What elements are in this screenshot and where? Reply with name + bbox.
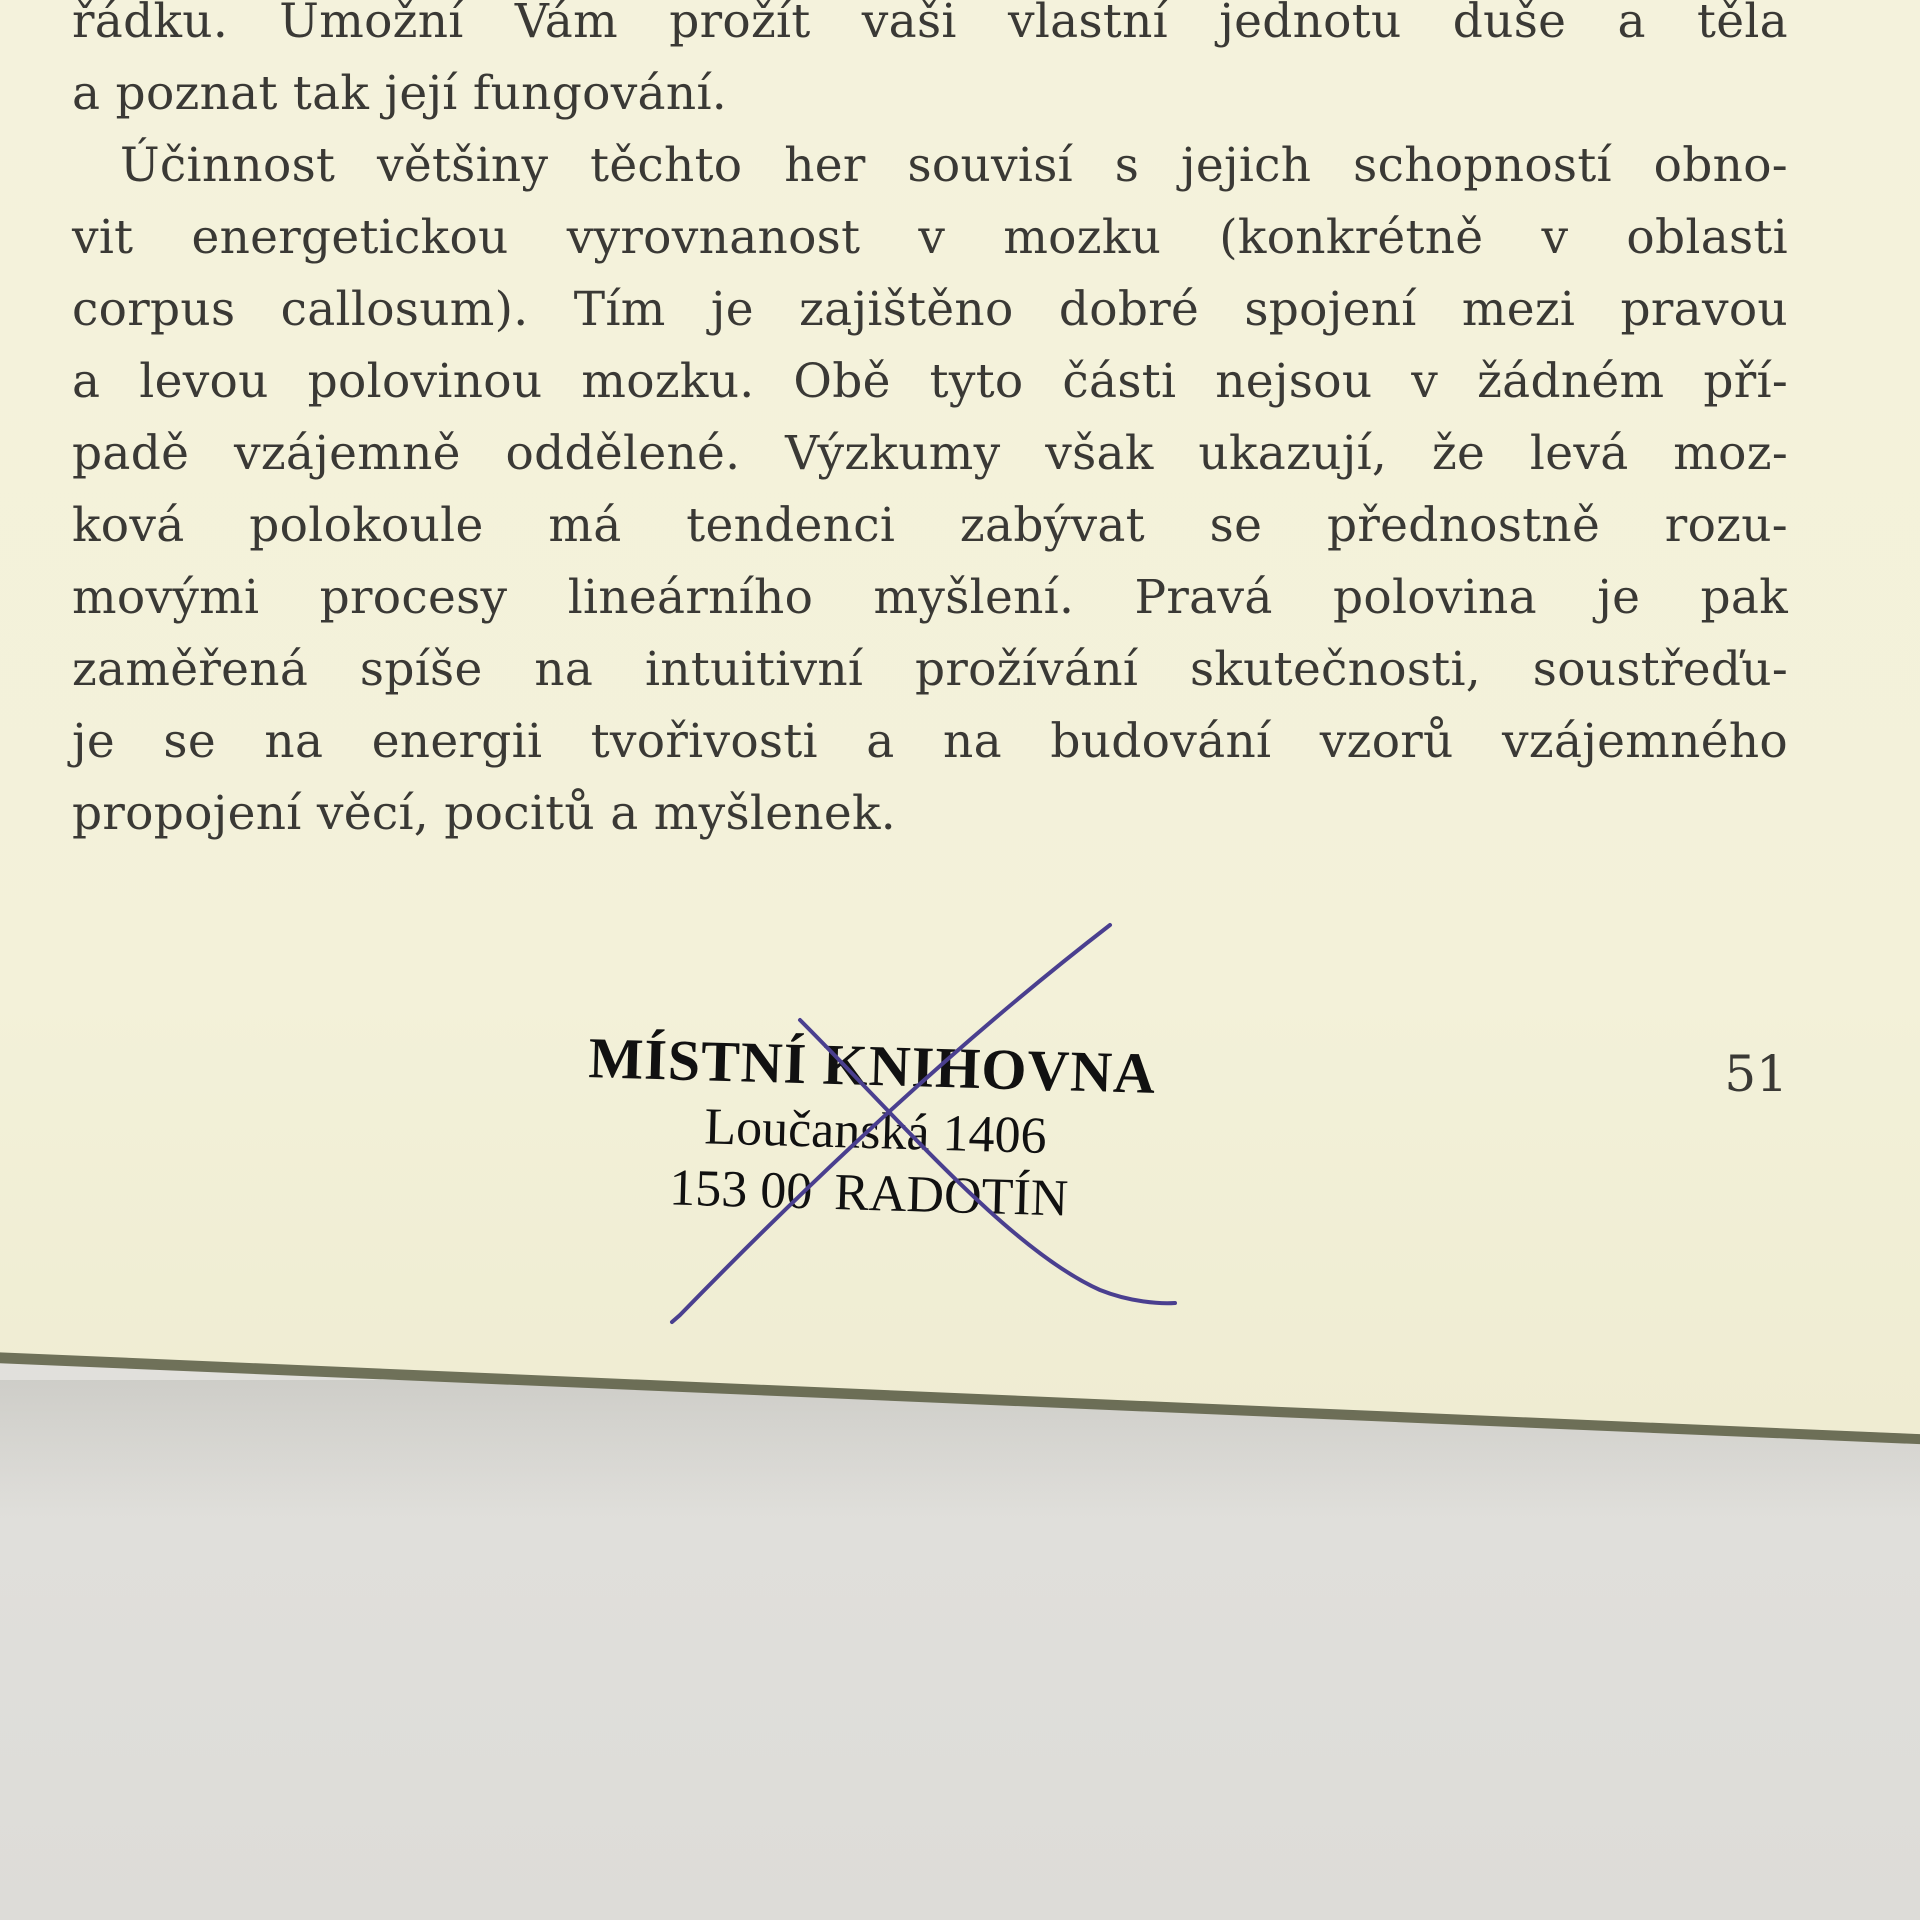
body-text xyxy=(72,0,1788,850)
text-line: ková polokoule má tendenci zabývat se přednostně rozu- xyxy=(72,498,1788,553)
text-line: propojení věcí, pocitů a myšlenek. xyxy=(72,786,897,841)
page-number: 51 xyxy=(1724,1045,1788,1103)
text-line: řádku. Umožní Vám prožít vaši vlastní jednotu duše a těla xyxy=(72,0,1788,49)
text-line: a levou polovinou mozku. Obě tyto části nejsou v žádném pří- xyxy=(72,354,1788,409)
library-stamp xyxy=(557,1021,1183,1278)
stamp-city: RADOTÍN xyxy=(833,1164,1069,1228)
text-line: padě vzájemně oddělené. Výzkumy však ukazují, že levá moz- xyxy=(72,426,1788,481)
text-line: corpus callosum). Tím je zajištěno dobré spojení mezi pravou xyxy=(72,282,1788,337)
stamp-title: MÍSTNÍ KNIHOVNA xyxy=(587,1025,1157,1106)
text-line: Účinnost většiny těchto her souvisí s jejich schopností obno- xyxy=(120,138,1788,193)
text-line: je se na energii tvořivosti a na budování vzorů vzájemného xyxy=(72,714,1788,769)
text-line: movými procesy lineárního myšlení. Pravá polovina je pak xyxy=(72,570,1788,625)
text-line: a poznat tak její fungování. xyxy=(72,66,728,121)
text-line: zaměřená spíše na intuitivní prožívání skutečnosti, soustřeďu- xyxy=(72,642,1788,697)
text-line: vit energetickou vyrovnanost v mozku (konkrétně v oblasti xyxy=(72,210,1788,265)
stamp-zip: 153 00 xyxy=(668,1159,814,1221)
stamp-street: Loučanská 1406 xyxy=(703,1098,1048,1165)
